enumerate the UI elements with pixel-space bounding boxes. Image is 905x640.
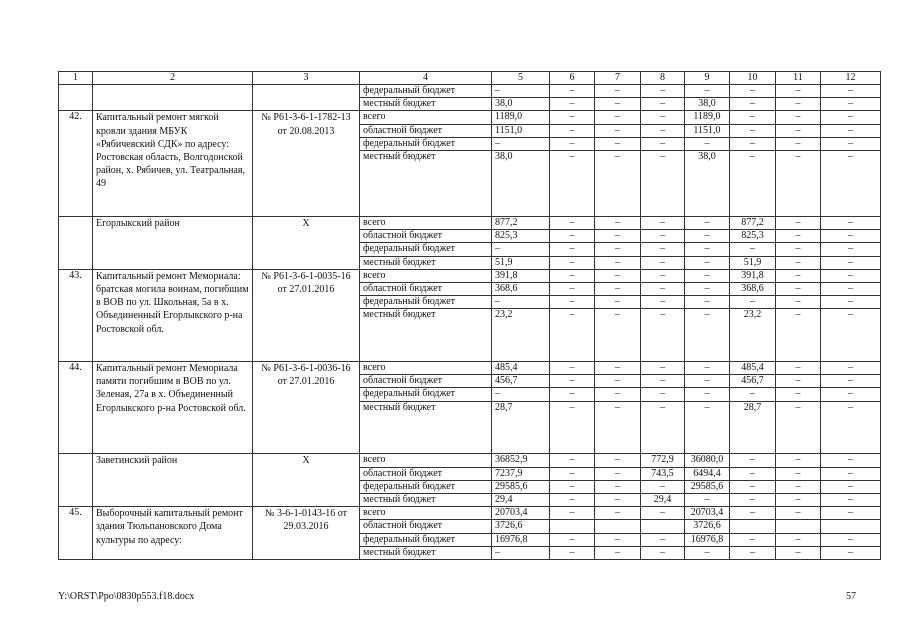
value-cell: 16976,8 <box>492 533 550 546</box>
value-cell: – <box>776 401 821 454</box>
value-cell: – <box>776 362 821 375</box>
table-row <box>59 362 881 375</box>
value-cell: – <box>730 480 776 493</box>
object-name-cell <box>93 85 253 111</box>
budget-category: областной бюджет <box>360 124 492 137</box>
value-cell: – <box>776 111 821 124</box>
budget-category: федеральный бюджет <box>360 137 492 150</box>
value-cell: – <box>730 388 776 401</box>
value-cell: – <box>641 124 685 137</box>
budget-category: федеральный бюджет <box>360 296 492 309</box>
value-cell: – <box>595 362 641 375</box>
value-cell: 485,4 <box>730 362 776 375</box>
value-cell: – <box>595 296 641 309</box>
budget-category: местный бюджет <box>360 256 492 269</box>
value-cell: 3726,6 <box>492 520 550 533</box>
value-cell: – <box>821 124 881 137</box>
value-cell: – <box>550 467 595 480</box>
item-number-cell <box>59 85 93 111</box>
value-cell: – <box>641 309 685 362</box>
budget-category: местный бюджет <box>360 546 492 559</box>
document-reference: № Р61-3-6-1-1782-13 от 20.08.2013 <box>253 111 360 217</box>
document-reference: № 3-6-1-0143-16 от 29.03.2016 <box>253 507 360 560</box>
value-cell: 51,9 <box>492 256 550 269</box>
budget-category: областной бюджет <box>360 467 492 480</box>
value-cell: – <box>776 493 821 506</box>
value-cell: – <box>776 124 821 137</box>
value-cell: 38,0 <box>685 98 730 111</box>
value-cell: – <box>550 269 595 282</box>
value-cell: 485,4 <box>492 362 550 375</box>
table-row <box>59 269 881 282</box>
value-cell: – <box>641 256 685 269</box>
column-number: 6 <box>550 72 595 85</box>
value-cell: – <box>821 243 881 256</box>
value-cell: – <box>730 467 776 480</box>
value-cell: – <box>821 98 881 111</box>
page-number: 57 <box>846 591 856 602</box>
value-cell: – <box>595 137 641 150</box>
value-cell: – <box>730 137 776 150</box>
value-cell: – <box>641 269 685 282</box>
value-cell: – <box>685 362 730 375</box>
value-cell <box>595 520 641 533</box>
value-cell: 1189,0 <box>685 111 730 124</box>
value-cell: 368,6 <box>492 282 550 295</box>
value-cell: – <box>550 296 595 309</box>
column-number: 5 <box>492 72 550 85</box>
budget-category: всего <box>360 507 492 520</box>
value-cell: 36852,9 <box>492 454 550 467</box>
object-name: Заветинский район <box>93 454 253 507</box>
value-cell: – <box>821 507 881 520</box>
budget-category: местный бюджет <box>360 98 492 111</box>
item-number <box>59 216 93 269</box>
value-cell: – <box>550 216 595 229</box>
value-cell: – <box>641 216 685 229</box>
value-cell: – <box>730 98 776 111</box>
value-cell: – <box>730 124 776 137</box>
value-cell: – <box>595 282 641 295</box>
value-cell: – <box>776 230 821 243</box>
value-cell: – <box>641 150 685 216</box>
value-cell: – <box>492 243 550 256</box>
value-cell: – <box>550 546 595 559</box>
value-cell: 1151,0 <box>685 124 730 137</box>
item-number: 44. <box>59 362 93 454</box>
value-cell: – <box>550 401 595 454</box>
value-cell: – <box>821 150 881 216</box>
value-cell: – <box>776 388 821 401</box>
value-cell <box>776 520 821 533</box>
value-cell <box>550 520 595 533</box>
value-cell: – <box>730 150 776 216</box>
value-cell: – <box>821 362 881 375</box>
footer-file-path: Y:\ORST\Ppo\0830p553.f18.docx <box>58 591 195 602</box>
value-cell: – <box>550 124 595 137</box>
document-reference: № Р61-3-6-1-0036-16 от 27.01.2016 <box>253 362 360 454</box>
value-cell: 38,0 <box>492 150 550 216</box>
value-cell: – <box>641 111 685 124</box>
column-number: 12 <box>821 72 881 85</box>
value-cell: 36080,0 <box>685 454 730 467</box>
value-cell: – <box>492 85 550 98</box>
value-cell: – <box>550 150 595 216</box>
budget-category: местный бюджет <box>360 493 492 506</box>
value-cell: – <box>821 137 881 150</box>
value-cell: – <box>550 362 595 375</box>
value-cell: – <box>641 375 685 388</box>
value-cell: – <box>776 454 821 467</box>
value-cell: – <box>685 388 730 401</box>
value-cell: – <box>730 533 776 546</box>
value-cell: – <box>550 85 595 98</box>
document-cell <box>253 85 360 111</box>
column-number: 3 <box>253 72 360 85</box>
budget-category: областной бюджет <box>360 375 492 388</box>
value-cell: – <box>821 480 881 493</box>
value-cell: – <box>776 296 821 309</box>
value-cell: – <box>776 269 821 282</box>
value-cell: – <box>821 546 881 559</box>
value-cell: – <box>821 216 881 229</box>
value-cell: – <box>641 230 685 243</box>
value-cell: 38,0 <box>685 150 730 216</box>
column-number: 9 <box>685 72 730 85</box>
value-cell: 20703,4 <box>492 507 550 520</box>
value-cell: – <box>685 401 730 454</box>
value-cell: – <box>821 230 881 243</box>
value-cell: 29585,6 <box>685 480 730 493</box>
value-cell: – <box>821 296 881 309</box>
value-cell: – <box>776 137 821 150</box>
budget-category: федеральный бюджет <box>360 85 492 98</box>
value-cell: – <box>641 296 685 309</box>
budget-category: всего <box>360 269 492 282</box>
budget-category: федеральный бюджет <box>360 533 492 546</box>
value-cell: 20703,4 <box>685 507 730 520</box>
value-cell: – <box>685 375 730 388</box>
value-cell: – <box>595 309 641 362</box>
value-cell: 28,7 <box>492 401 550 454</box>
budget-category: федеральный бюджет <box>360 243 492 256</box>
value-cell: 743,5 <box>641 467 685 480</box>
document-reference: Х <box>253 216 360 269</box>
table-body <box>59 72 881 560</box>
object-name: Капитальный ремонт мягкой кровли здания МБУК «Рябичевский СДК» по адресу: Ростовская область, Волгодонской район, х. Рябичев, ул. Театральная, 49 <box>93 111 253 217</box>
value-cell: – <box>641 388 685 401</box>
column-number: 4 <box>360 72 492 85</box>
value-cell: – <box>641 137 685 150</box>
budget-category: федеральный бюджет <box>360 480 492 493</box>
value-cell: 456,7 <box>730 375 776 388</box>
column-number: 1 <box>59 72 93 85</box>
value-cell: – <box>730 454 776 467</box>
value-cell: – <box>730 243 776 256</box>
value-cell: – <box>730 111 776 124</box>
value-cell: – <box>685 137 730 150</box>
value-cell: – <box>685 493 730 506</box>
value-cell: – <box>821 401 881 454</box>
value-cell: – <box>595 98 641 111</box>
value-cell: – <box>776 507 821 520</box>
value-cell: – <box>641 480 685 493</box>
value-cell: – <box>776 282 821 295</box>
value-cell: 772,9 <box>641 454 685 467</box>
value-cell: – <box>776 375 821 388</box>
value-cell: 1189,0 <box>492 111 550 124</box>
value-cell: 51,9 <box>730 256 776 269</box>
value-cell: – <box>685 269 730 282</box>
value-cell: – <box>595 243 641 256</box>
value-cell: – <box>821 111 881 124</box>
value-cell: – <box>550 256 595 269</box>
value-cell: – <box>776 467 821 480</box>
value-cell: – <box>821 454 881 467</box>
document-reference: № Р61-3-6-1-0035-16 от 27.01.2016 <box>253 269 360 361</box>
value-cell: 368,6 <box>730 282 776 295</box>
value-cell: – <box>776 480 821 493</box>
value-cell: – <box>550 243 595 256</box>
value-cell: – <box>550 98 595 111</box>
value-cell: – <box>595 269 641 282</box>
value-cell: – <box>595 533 641 546</box>
value-cell: 6494,4 <box>685 467 730 480</box>
value-cell: 23,2 <box>730 309 776 362</box>
column-number: 2 <box>93 72 253 85</box>
value-cell: – <box>595 111 641 124</box>
value-cell: – <box>776 243 821 256</box>
table-row <box>59 216 881 229</box>
value-cell: – <box>776 309 821 362</box>
value-cell: – <box>685 296 730 309</box>
value-cell: – <box>641 243 685 256</box>
value-cell: – <box>492 546 550 559</box>
column-number: 8 <box>641 72 685 85</box>
value-cell: – <box>641 546 685 559</box>
value-cell: 391,8 <box>730 269 776 282</box>
value-cell: 38,0 <box>492 98 550 111</box>
column-number: 11 <box>776 72 821 85</box>
value-cell: – <box>595 480 641 493</box>
value-cell: – <box>641 533 685 546</box>
budget-category: областной бюджет <box>360 282 492 295</box>
value-cell: 3726,6 <box>685 520 730 533</box>
value-cell: – <box>595 454 641 467</box>
object-name: Капитальный ремонт Мемориала памяти погибшим в ВОВ по ул. Зеленая, 27а в х. Объединенный Егорлыкского р-на Ростовской обл. <box>93 362 253 454</box>
value-cell: – <box>595 507 641 520</box>
value-cell: – <box>685 282 730 295</box>
value-cell: 825,3 <box>492 230 550 243</box>
item-number: 45. <box>59 507 93 560</box>
value-cell: – <box>776 256 821 269</box>
value-cell: – <box>685 546 730 559</box>
value-cell: – <box>776 533 821 546</box>
value-cell: – <box>595 546 641 559</box>
value-cell <box>730 520 776 533</box>
value-cell: 391,8 <box>492 269 550 282</box>
value-cell: – <box>595 401 641 454</box>
value-cell: – <box>550 533 595 546</box>
value-cell: – <box>550 493 595 506</box>
value-cell: – <box>492 137 550 150</box>
value-cell: – <box>550 480 595 493</box>
value-cell: – <box>595 230 641 243</box>
value-cell: 825,3 <box>730 230 776 243</box>
header-row <box>59 72 881 85</box>
value-cell: – <box>730 546 776 559</box>
budget-category: федеральный бюджет <box>360 388 492 401</box>
value-cell: – <box>641 85 685 98</box>
value-cell: – <box>595 85 641 98</box>
value-cell: – <box>595 388 641 401</box>
column-number: 10 <box>730 72 776 85</box>
value-cell: 1151,0 <box>492 124 550 137</box>
value-cell: – <box>821 256 881 269</box>
item-number <box>59 454 93 507</box>
object-name: Егорлыкский район <box>93 216 253 269</box>
value-cell: 29,4 <box>492 493 550 506</box>
value-cell: – <box>730 493 776 506</box>
budget-category: областной бюджет <box>360 230 492 243</box>
value-cell: – <box>550 111 595 124</box>
value-cell: – <box>595 467 641 480</box>
value-cell: – <box>550 454 595 467</box>
value-cell: – <box>595 124 641 137</box>
budget-category: областной бюджет <box>360 520 492 533</box>
value-cell: 877,2 <box>730 216 776 229</box>
value-cell: – <box>685 309 730 362</box>
value-cell: – <box>685 85 730 98</box>
value-cell: – <box>641 98 685 111</box>
value-cell: – <box>595 493 641 506</box>
table-row <box>59 454 881 467</box>
value-cell: – <box>821 467 881 480</box>
value-cell: – <box>821 269 881 282</box>
item-number: 42. <box>59 111 93 217</box>
table-row <box>59 507 881 520</box>
budget-category: местный бюджет <box>360 309 492 362</box>
value-cell: – <box>776 546 821 559</box>
value-cell: – <box>776 85 821 98</box>
value-cell: – <box>821 85 881 98</box>
value-cell: – <box>776 216 821 229</box>
value-cell: – <box>550 230 595 243</box>
value-cell: – <box>550 309 595 362</box>
value-cell: – <box>685 256 730 269</box>
table-row <box>59 85 881 98</box>
value-cell: – <box>685 243 730 256</box>
value-cell: – <box>685 230 730 243</box>
value-cell: – <box>550 137 595 150</box>
value-cell: 16976,8 <box>685 533 730 546</box>
value-cell: – <box>776 150 821 216</box>
value-cell: – <box>821 375 881 388</box>
budget-category: местный бюджет <box>360 150 492 216</box>
object-name: Капитальный ремонт Мемориала: братская могила воинам, погибшим в ВОВ по ул. Школьная, 5а в х. Объединенный Егорлыкского р-на Ростовской обл. <box>93 269 253 361</box>
item-number: 43. <box>59 269 93 361</box>
value-cell: – <box>492 296 550 309</box>
value-cell: – <box>821 388 881 401</box>
value-cell: – <box>821 282 881 295</box>
value-cell: – <box>730 296 776 309</box>
value-cell: – <box>550 507 595 520</box>
budget-category: всего <box>360 216 492 229</box>
value-cell: – <box>821 533 881 546</box>
value-cell: 29,4 <box>641 493 685 506</box>
object-name: Выборочный капитальный ремонт здания Тюльпановского Дома культуры по адресу: <box>93 507 253 560</box>
value-cell: – <box>492 388 550 401</box>
value-cell: – <box>641 362 685 375</box>
value-cell: – <box>550 375 595 388</box>
budget-category: всего <box>360 111 492 124</box>
value-cell: – <box>685 216 730 229</box>
value-cell: – <box>550 388 595 401</box>
value-cell: 877,2 <box>492 216 550 229</box>
value-cell: 29585,6 <box>492 480 550 493</box>
budget-category: всего <box>360 362 492 375</box>
value-cell: – <box>776 98 821 111</box>
value-cell: – <box>730 507 776 520</box>
budget-table <box>58 71 881 560</box>
value-cell: 456,7 <box>492 375 550 388</box>
value-cell: – <box>821 493 881 506</box>
value-cell: – <box>595 150 641 216</box>
value-cell: – <box>595 375 641 388</box>
value-cell: – <box>641 401 685 454</box>
column-number: 7 <box>595 72 641 85</box>
value-cell: – <box>641 507 685 520</box>
value-cell: 7237,9 <box>492 467 550 480</box>
value-cell: 28,7 <box>730 401 776 454</box>
value-cell: – <box>821 309 881 362</box>
value-cell: – <box>730 85 776 98</box>
value-cell <box>821 520 881 533</box>
document-reference: Х <box>253 454 360 507</box>
table-row <box>59 111 881 124</box>
value-cell: – <box>595 216 641 229</box>
value-cell: – <box>550 282 595 295</box>
budget-category: всего <box>360 454 492 467</box>
value-cell: 23,2 <box>492 309 550 362</box>
value-cell: – <box>641 282 685 295</box>
value-cell <box>641 520 685 533</box>
value-cell: – <box>595 256 641 269</box>
budget-category: местный бюджет <box>360 401 492 454</box>
